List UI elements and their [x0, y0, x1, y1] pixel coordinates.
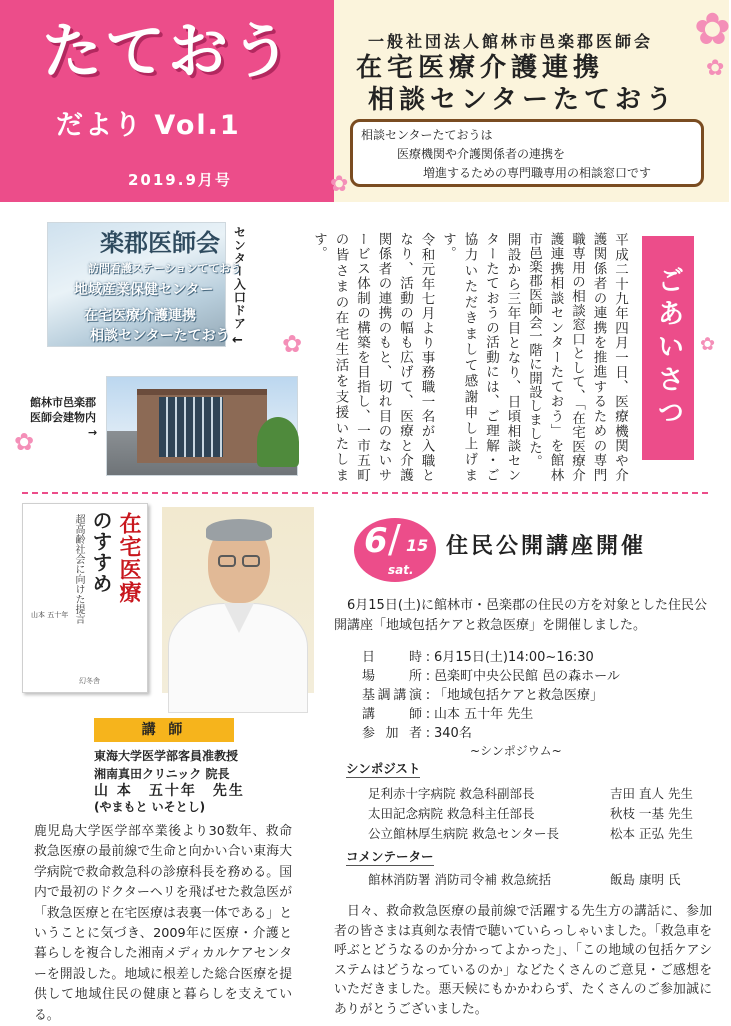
- book-cover: [22, 503, 148, 693]
- center-title-line1: 在宅医療介護連携: [356, 53, 605, 83]
- detail-separator: :: [425, 669, 431, 684]
- book-publisher: 幻冬舎: [79, 677, 100, 685]
- detail-value: 山本 五十年 先生: [434, 707, 534, 722]
- flower-icon: ✿: [700, 334, 716, 355]
- section-divider: [22, 492, 708, 494]
- detail-row: [362, 648, 702, 667]
- organization-name: 一般社団法人館林市邑楽郡医師会: [368, 32, 654, 51]
- flower-icon: ✿: [14, 428, 35, 456]
- symposist-name: 松本 正弘 先生: [610, 826, 693, 841]
- door-sign-text: 地域産業保健センター: [74, 282, 214, 298]
- detail-label: 基調講演: [362, 688, 422, 703]
- description-line2: 医療機関や介護関係者の連携を: [397, 147, 566, 161]
- event-title: 住民公開講座開催: [446, 534, 647, 559]
- symposist-affiliation: 足利赤十字病院 救急科副部長: [368, 786, 535, 801]
- building-glass-wall: [159, 397, 223, 457]
- lecturer-name-reading: (やまもと いそとし): [94, 800, 206, 814]
- symposist-row: [368, 808, 712, 821]
- event-intro-text: 6月15日(土)に館林市・邑楽郡の住民の方を対象とした住民公開講座「地域包括ケアと救急医療」を開催しました。: [334, 598, 707, 633]
- building-label-line2: 医師会建物内: [30, 411, 96, 424]
- detail-separator: :: [425, 726, 431, 741]
- flower-icon: ✿: [706, 56, 725, 81]
- symposist-row: [368, 828, 712, 841]
- symposist-name: 秋枝 一基 先生: [610, 806, 693, 821]
- event-intro: [334, 596, 710, 636]
- symposium-heading: ~シンポジウム~: [470, 744, 562, 758]
- event-closing-remarks: [334, 902, 712, 1019]
- building-photo-label: [30, 395, 97, 440]
- book-subtitle: 超高齢社会に向けた提言: [73, 514, 84, 624]
- detail-value: 邑楽町中央公民館 邑の森ホール: [434, 669, 620, 684]
- detail-separator: :: [425, 650, 431, 665]
- door-sign-text: 相談センターたておう: [90, 328, 230, 344]
- detail-label: 参加者: [362, 726, 422, 741]
- medical-association-building-photo: [106, 376, 298, 476]
- event-details: [362, 648, 702, 743]
- arrow-right-icon: →: [88, 426, 98, 439]
- issue-date: 2019.9月号: [128, 171, 232, 189]
- book-author: 山本 五十年: [31, 611, 69, 619]
- event-date-weekday: sat.: [388, 563, 414, 577]
- greeting-paragraph-text: 令和元年七月より事務職一名が入職となり、活動の幅も広げて、医療と介護関係者の連携のもと、切れ目のないサービス体制の構築を目指し、一市五町の皆さまの在宅生活を支援いたします。: [311, 232, 435, 482]
- newsletter-logo: たておう: [42, 17, 294, 87]
- detail-label: 講師: [362, 707, 422, 722]
- detail-label: 日時: [362, 650, 422, 665]
- greeting-text: [300, 232, 630, 482]
- lecturer-affiliation-1: 東海大学医学部客員准教授: [94, 749, 239, 763]
- center-title-line2: 相談センターたておう: [368, 85, 677, 115]
- description-line1: 相談センターたておうは: [361, 128, 493, 142]
- detail-row: [362, 686, 702, 705]
- center-description-box: [350, 119, 704, 187]
- door-sign-text: 在宅医療介護連携: [84, 308, 196, 324]
- commentator-affiliation: 館林消防署 消防司令補 救急統括: [368, 872, 551, 887]
- symposist-label: シンポジスト: [346, 761, 421, 776]
- detail-row: [362, 705, 702, 724]
- arrow-left-icon: ←: [232, 333, 243, 348]
- symposist-row: [368, 788, 712, 801]
- symposist-name: 吉田 直人 先生: [610, 786, 693, 801]
- glasses-icon: [242, 555, 260, 567]
- symposist-affiliation: 公立館林厚生病院 救急センター長: [368, 826, 559, 841]
- building-label-line1: 館林市邑楽郡: [30, 396, 96, 409]
- detail-row: [362, 724, 702, 743]
- greeting-heading: ごあいさつ: [642, 236, 694, 460]
- door-sign-text: 楽郡医師会: [100, 229, 220, 257]
- door-photo-label: センター入口ドア: [232, 226, 247, 330]
- lecturer-portrait-photo: [162, 507, 314, 693]
- commentator-label: コメンテーター: [346, 849, 434, 864]
- portrait-hair: [206, 519, 272, 541]
- book-title-sub: のすすめ: [89, 510, 113, 594]
- tree-shape: [257, 417, 299, 467]
- greeting-paragraph: [523, 232, 631, 482]
- event-closing-text: 日々、救命救急医療の最前線で活躍する先生方の講話に、参加者の皆さまは真剣な表情で聴いていらっしゃいました。「救急車を呼ぶとどうなるのか分かってよかった」、「この地域の包括ケアシステムはどうなっているのか」などたくさんのご意見・ご感想をいただきました。悪天候にもかかわらず、たくさんのご参加誠にありがとうございました。: [334, 904, 712, 1017]
- description-line3: 増進するための専門職専用の相談窓口です: [423, 166, 652, 180]
- detail-value: 「地域包括ケアと救急医療」: [434, 688, 604, 703]
- commentator-row: [368, 874, 712, 887]
- detail-row: [362, 667, 702, 686]
- lecturer-name: 山 本 五十年 先生: [94, 783, 245, 799]
- greeting-paragraph-text: 開設から三年目となり、日頃相談センターたておうの活動には、ご理解・ご協力いただきまして感謝申し上げます。: [440, 232, 521, 482]
- flower-icon: ✿: [330, 172, 349, 197]
- book-title-main: 在宅医療: [116, 512, 141, 604]
- detail-label: 場所: [362, 669, 422, 684]
- event-date-slash: /: [388, 517, 401, 561]
- symposist-affiliation: 太田記念病院 救急科主任部長: [368, 806, 535, 821]
- event-date-badge: [354, 518, 436, 582]
- glasses-icon: [218, 555, 236, 567]
- newsletter-volume: だより Vol.1: [56, 110, 241, 141]
- event-date-day: 15: [406, 536, 429, 555]
- commentator-name: 飯島 康明 氏: [610, 872, 681, 887]
- event-date-month: 6: [364, 521, 388, 561]
- detail-value: 340名: [434, 726, 472, 741]
- detail-separator: :: [425, 707, 431, 722]
- greeting-paragraph: [437, 232, 523, 482]
- greeting-paragraph: [308, 232, 437, 482]
- flower-icon: ✿: [282, 330, 303, 358]
- lecturer-biography: 鹿児島大学医学部卒業後より30数年、救命救急医療の最前線で生命と向かい合い東海大学病院で救命救急科の診療科長を務める。国内で最初のドクターヘリを飛ばせた救急医が「救急医療と在宅医療は表裏一体である」ということに気づき、2009年に医療・介護と暮らしを複合した湘南メディカルケアセンターを開設した。地域に根差した総合医療を提供して地域住民の健康と暮らしを支えている。: [34, 824, 292, 1023]
- flower-icon: ✿: [694, 4, 731, 55]
- door-sign-text: 訪問看護ステーションてておう: [88, 262, 242, 275]
- lecturer-affiliation-2: 湘南真田クリニック 院長: [94, 767, 230, 781]
- detail-separator: :: [425, 688, 431, 703]
- detail-value: 6月15日(土)14:00~16:30: [434, 650, 594, 665]
- lecturer-badge: 講 師: [94, 718, 234, 742]
- greeting-paragraph-text: 平成二十九年四月一日、医療機関や介護関係者の連携を推進するための専門職専用の相談窓口として、「在宅医療介護連携相談センターたておう」を館林市邑楽郡医師会一階に開設しました。: [526, 232, 628, 482]
